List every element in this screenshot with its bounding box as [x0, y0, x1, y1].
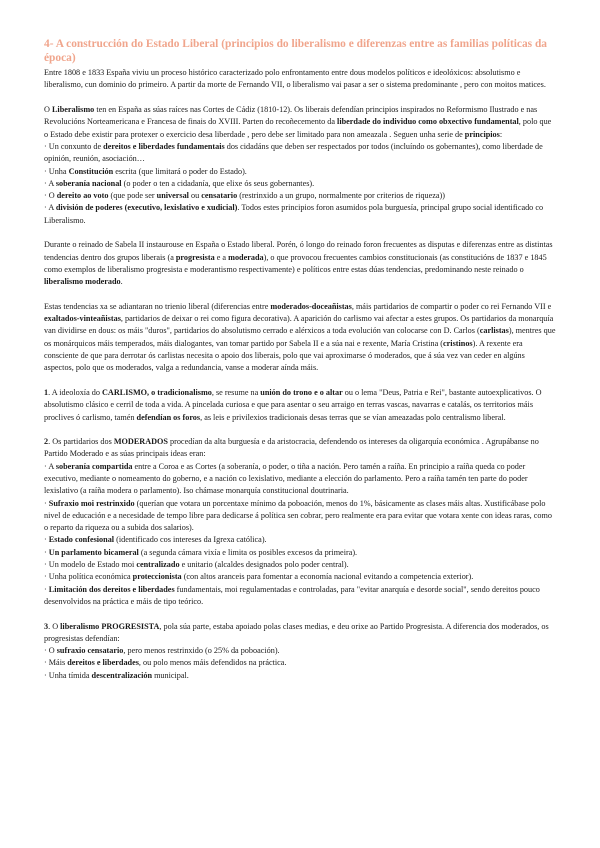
moderates-list: [44, 461, 556, 609]
isabel-reign-paragraph: [44, 239, 556, 288]
tendencies-paragraph: [44, 301, 556, 375]
bold-text-run: dereito ao voto: [56, 191, 109, 201]
bold-text-run: liberalismo moderado: [44, 277, 121, 287]
text-run: (o poder o ten a cidadanía, que elixe ós seus gobernantes).: [121, 178, 315, 188]
list-item: [44, 141, 556, 166]
text-run: . Os partidarios dos: [48, 437, 114, 447]
text-run: ), o que provocou frecuentes cambios constitucionais (as constitucións de 1837 e 1845 como exemplos de liberalismo progresista e moderantismo respectivamente) e políticos entre estas dúas tendencias, predominando neste reinado o: [44, 252, 547, 274]
text-run: (con altos aranceis para fomentar a economía nacional evitando a competencia exterior).: [181, 572, 474, 582]
liberalism-paragraph: [44, 104, 556, 141]
text-run: Un conxunto de: [48, 141, 104, 151]
bold-text-run: 3: [44, 621, 49, 631]
list-item: [44, 571, 556, 583]
bold-text-run: Liberalismo: [51, 105, 95, 115]
bold-text-run: carlistas: [479, 326, 509, 336]
bold-text-run: dereitos e liberdades fundamentais: [103, 141, 225, 151]
bold-text-run: unión do trono e o altar: [260, 387, 343, 397]
bold-text-run: exaltados-vinteañistas: [44, 314, 121, 324]
bold-text-run: censatario: [201, 191, 238, 201]
text-run: Unha política económica: [48, 572, 133, 582]
bold-text-run: liberalismo PROGRESISTA: [60, 621, 160, 631]
bold-text-run: proteccionista: [132, 572, 182, 582]
bold-text-run: Constitución: [68, 166, 114, 176]
text-run: , polo que o Estado debe existir para protexer o exercicio desa liberdade , pero debe ser limitado para non ameazala . Seguen unha serie de: [44, 117, 552, 139]
bold-text-run: cristinos: [443, 338, 473, 348]
progressives-list: [44, 645, 556, 682]
text-run: .: [120, 277, 123, 287]
text-run: Durante o reinado de Sabela II instaurouse en España o Estado liberal. Porén, ó longo do reinado foron frecuentes as disputas e diferenzas entre as distintas tendencias dentro dos grupos liberais (a: [44, 240, 553, 262]
text-run: O: [44, 105, 52, 115]
text-run: entre a Coroa e as Cortes (a soberanía, o poder, o tiña a nación. Pero tamén a raíña. En principio a raíña queda co poder executivo, mediante o nomeamento do goberno, e a nación co lexislativo, mediante a elección do parlamento. Pero a raíña tamén ten parte do poder lexislativo (a raíña modera o parlamento). Iso chámase monarquía constitucional doutrinaria.: [44, 461, 528, 496]
list-item: [44, 202, 556, 227]
text-run: (que pode ser: [108, 191, 157, 201]
text-run: e a: [214, 252, 229, 262]
list-item: [44, 461, 556, 498]
text-run: , as leis e privilexios tradicionais desas terras que se vían ameazadas polo centralismo liberal.: [200, 412, 506, 422]
bold-text-run: 2: [44, 437, 49, 447]
text-run: Máis: [48, 658, 68, 668]
intro-paragraph: Entre 1808 e 1833 España viviu un proceso histórico caracterizado polo enfrontamento entre dous modelos políticos e ideolóxicos: absolutismo e liberalismo, cun dominio do primeiro. A partir da morte de Fernando VII, o liberalismo vai pasar a ser o sistema predominante , pero con moitos matices.: [44, 68, 546, 90]
bold-text-run: descentralización: [91, 670, 153, 680]
bold-text-run: CARLISMO, o tradicionalismo: [102, 387, 212, 397]
list-item: [44, 670, 556, 682]
text-run: , se resume na: [211, 387, 261, 397]
bold-text-run: MODERADOS: [113, 437, 168, 447]
progressives-paragraph: [44, 621, 556, 646]
list-item: [44, 498, 556, 535]
bold-text-run: universal: [156, 191, 189, 201]
bold-text-run: soberanía nacional: [55, 178, 122, 188]
document-title: 4- A construcción do Estado Liberal (principios do liberalismo e diferenzas entre as familias políticas da época): [44, 38, 547, 64]
bold-text-run: 1: [44, 387, 49, 397]
text-run: , partidarios de deixar o rei como figura decorativa). A aparición do carlismo vai afectar a estes grupos. Os partidarios da monarquía van dividirse en dous: os máis "duros", partidarios do absolutismo cerrado e alérxicos a toda evolución van colocarse con D. Carlos (: [44, 314, 554, 336]
bold-text-run: progresista: [175, 252, 215, 262]
list-item: [44, 584, 556, 609]
text-run: ou: [188, 191, 202, 201]
text-run: (restrinxido a un grupo, normalmente por criterios de riqueza)): [237, 191, 445, 201]
list-item: [44, 547, 556, 559]
list-item: [44, 657, 556, 669]
text-run: O: [48, 191, 57, 201]
text-run: Unha tímida: [48, 670, 92, 680]
text-run: . A ideoloxía do: [48, 387, 102, 397]
text-run: Estas tendencias xa se adiantaran no trienio liberal (diferencias entre: [44, 301, 271, 311]
carlism-paragraph: [44, 387, 556, 424]
text-run: . O: [48, 621, 61, 631]
liberalism-principles-list: [44, 141, 556, 227]
list-item: [44, 534, 556, 546]
bold-text-run: soberanía compartida: [55, 461, 133, 471]
liberalism-section: [44, 104, 556, 239]
text-run: fundamentais, moi regulamentadas e controladas, para "evitar anarquía e desorde social", sendo dereitos pouco desenvolvidos na práctica e máis de tipo teórico.: [44, 584, 540, 606]
text-run: e unitario (alcaldes designados polo poder central).: [179, 560, 349, 570]
text-run: ), mentres que os monárquicos máis temperados, máis dialogantes, van tomar partido por Sabela II e a súa nai e rexente, María Cristina (: [44, 326, 556, 348]
text-run: (identificado cos intereses da Igrexa católica).: [114, 535, 267, 545]
text-run: (querían que votara un porcentaxe mínimo da poboación, menos do 1%, básicamente as clases máis altas. Xustificábase polo nivel de educación e a necesidade de tempo libre para dedicarse á política sen cobrar, pero realmente era para evitar que votara xente con ideas raras, como o reparto da riqueza ou a subida dos salarios).: [44, 498, 552, 533]
list-item: [44, 190, 556, 202]
bold-text-run: división de poderes (executivo, lexislativo e xudicial): [55, 203, 238, 213]
text-run: ou o lema "Deus, Patria e Rei", bastante autoexplicativos. O absolutismo clásico e cerril de toda a vida. A pincelada curiosa e que para asentar o seu arraigo en terras vascas, navarras e catalás, os territorios máis proclives ó carlismo, tamén: [44, 387, 542, 422]
text-run: (a segunda cámara vixía e limita os posibles excesos da primeira).: [138, 547, 358, 557]
progressives-section: [44, 621, 556, 682]
list-item: [44, 166, 556, 178]
text-run: A: [48, 178, 56, 188]
text-run: A: [48, 461, 56, 471]
text-run: Un modelo de Estado moi: [48, 560, 137, 570]
bold-text-run: dereitos e liberdades: [67, 658, 139, 668]
text-run: Unha: [48, 166, 69, 176]
text-run: ). A rexente era consciente de que para derrotar ós carlistas necesita o apoio dos liberais, polo que vai aproximarse ó moderados, que á súa vez van ceder en algúns aspectos, polo que os moderados, valga a redundancia, vanse a moderar aínda máis.: [44, 338, 525, 373]
text-run: procedían da alta burguesía e da aristocracia, defendendo os intereses da oligarquía económica . Agrupábanse no Partido Moderado e as súas principais ideas eran:: [44, 437, 539, 459]
bold-text-run: Estado confesional: [48, 535, 115, 545]
bold-text-run: principios: [464, 129, 500, 139]
bold-text-run: defendían os foros: [136, 412, 201, 422]
bold-text-run: moderados-doceañistas: [270, 301, 352, 311]
bold-text-run: sufraxio censatario: [56, 646, 124, 656]
text-run: , pero menos restrinxido (o 25% da poboación).: [123, 646, 280, 656]
text-run: , ou polo menos máis defendidos na práctica.: [138, 658, 287, 668]
text-run: escrita (que limitará o poder do Estado).: [113, 166, 247, 176]
bold-text-run: Sufraxio moi restrinxido: [48, 498, 135, 508]
moderates-section: [44, 436, 556, 620]
text-run: A: [48, 203, 56, 213]
text-run: , pola súa parte, estaba apoiado polas clases medias, e deu orixe ao Partido Progresista. A diferencia dos moderados, os progresistas defendían:: [44, 621, 549, 643]
text-run: ten en España as súas raíces nas Cortes de Cádiz (1810-12). Os liberais defendían principios inspirados no Reformismo Ilustrado e nas Revolucións Norteamericana e Francesa de finais do XVIII. Parten do recoñecemento da: [44, 105, 538, 127]
bold-text-run: moderada: [228, 252, 264, 262]
text-run: O: [48, 646, 57, 656]
bold-text-run: Limitación dos dereitos e liberdades: [48, 584, 175, 594]
bold-text-run: Un parlamento bicameral: [48, 547, 139, 557]
text-run: dos cidadáns que deben ser respectados por todos (incluíndo os gobernantes), como liberdade de opinión, reunión, asociación…: [44, 141, 543, 164]
bold-text-run: centralizado: [136, 560, 180, 570]
text-run: municipal.: [152, 670, 189, 680]
list-item: [44, 645, 556, 657]
text-run: . Todos estes principios foron asumidos pola burguesía, principal grupo social identificado co Liberalismo.: [44, 203, 544, 225]
text-run: :: [499, 129, 503, 139]
list-item: [44, 559, 556, 571]
bold-text-run: liberdade do individuo como obxectivo fundamental: [337, 117, 519, 127]
moderates-paragraph: [44, 436, 556, 461]
text-run: , máis partidarios de compartir o poder co rei Fernando VII e: [351, 301, 552, 311]
list-item: [44, 178, 556, 190]
